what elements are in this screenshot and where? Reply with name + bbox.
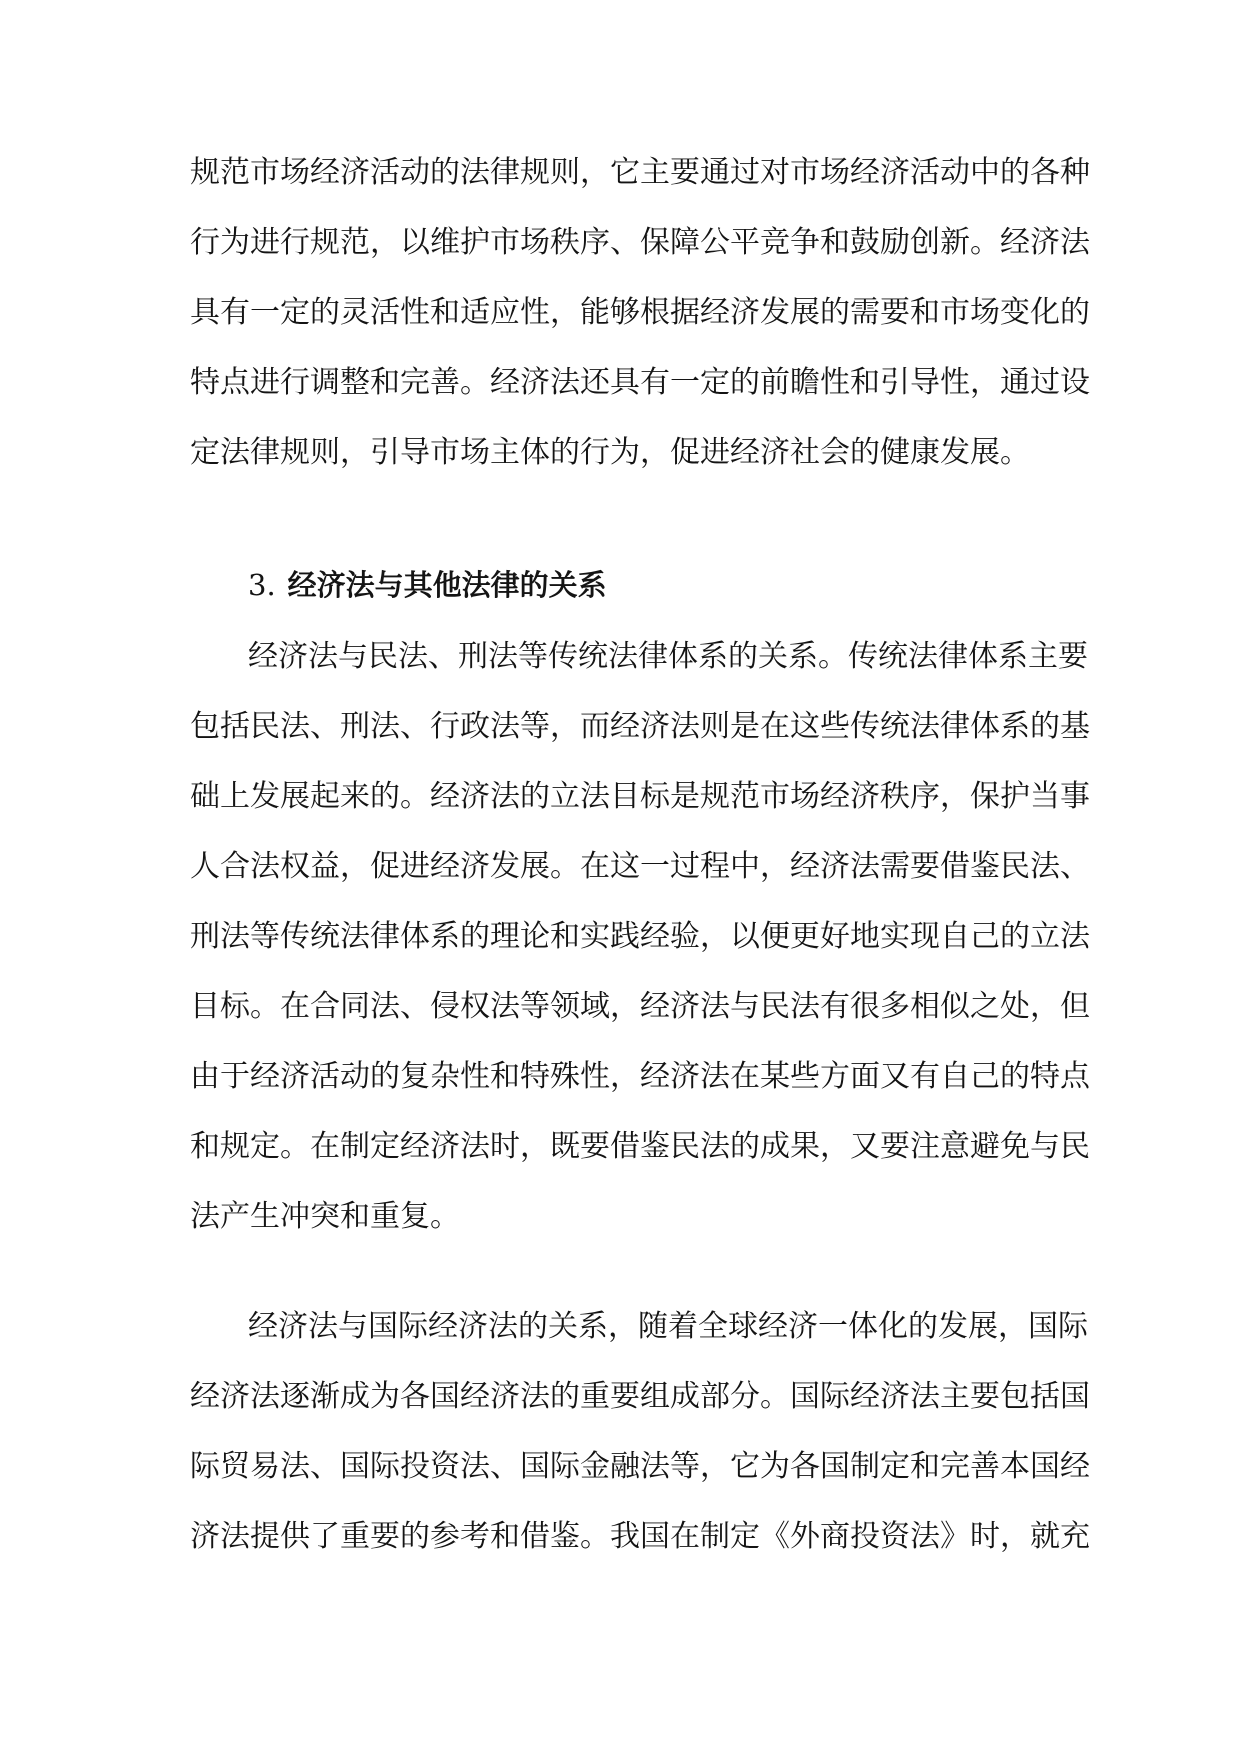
paragraph-2-line-2: 包括民法、刑法、行政法等，而经济法则是在这些传统法律体系的基 xyxy=(190,709,1090,744)
paragraph-3-line-2: 经济法逐渐成为各国经济法的重要组成部分。国际经济法主要包括国 xyxy=(190,1379,1090,1414)
paragraph-2-line-3: 础上发展起来的。经济法的立法目标是规范市场经济秩序，保护当事 xyxy=(190,779,1090,814)
paragraph-2-line-4: 人合法权益，促进经济发展。在这一过程中，经济法需要借鉴民法、 xyxy=(190,849,1090,884)
paragraph-2-line-8: 和规定。在制定经济法时，既要借鉴民法的成果，又要注意避免与民 xyxy=(190,1129,1090,1164)
section-heading-title: 经济法与其他法律的关系 xyxy=(287,568,607,602)
section-heading-number: 3. xyxy=(248,568,276,602)
paragraph-2-line-6: 目标。在合同法、侵权法等领域，经济法与民法有很多相似之处，但 xyxy=(190,989,1090,1024)
paragraph-1-line-4: 特点进行调整和完善。经济法还具有一定的前瞻性和引导性，通过设 xyxy=(190,365,1090,400)
paragraph-3-line-3: 际贸易法、国际投资法、国际金融法等，它为各国制定和完善本国经 xyxy=(190,1449,1090,1484)
paragraph-1-line-2: 行为进行规范，以维护市场秩序、保障公平竞争和鼓励创新。经济法 xyxy=(190,225,1090,260)
paragraph-2-line-1: 经济法与民法、刑法等传统法律体系的关系。传统法律体系主要 xyxy=(248,639,1088,674)
section-heading xyxy=(248,560,607,610)
paragraph-1-line-5: 定法律规则，引导市场主体的行为，促进经济社会的健康发展。 xyxy=(190,435,1030,470)
paragraph-1-line-1: 规范市场经济活动的法律规则，它主要通过对市场经济活动中的各种 xyxy=(190,155,1090,190)
paragraph-2-line-9: 法产生冲突和重复。 xyxy=(190,1199,460,1234)
paragraph-1-line-3: 具有一定的灵活性和适应性，能够根据经济发展的需要和市场变化的 xyxy=(190,295,1090,330)
paragraph-3-line-4: 济法提供了重要的参考和借鉴。我国在制定《外商投资法》时，就充 xyxy=(190,1519,1090,1554)
paragraph-2-line-5: 刑法等传统法律体系的理论和实践经验，以便更好地实现自己的立法 xyxy=(190,919,1090,954)
paragraph-2-line-7: 由于经济活动的复杂性和特殊性，经济法在某些方面又有自己的特点 xyxy=(190,1059,1090,1094)
paragraph-3-line-1: 经济法与国际经济法的关系，随着全球经济一体化的发展，国际 xyxy=(248,1309,1088,1344)
